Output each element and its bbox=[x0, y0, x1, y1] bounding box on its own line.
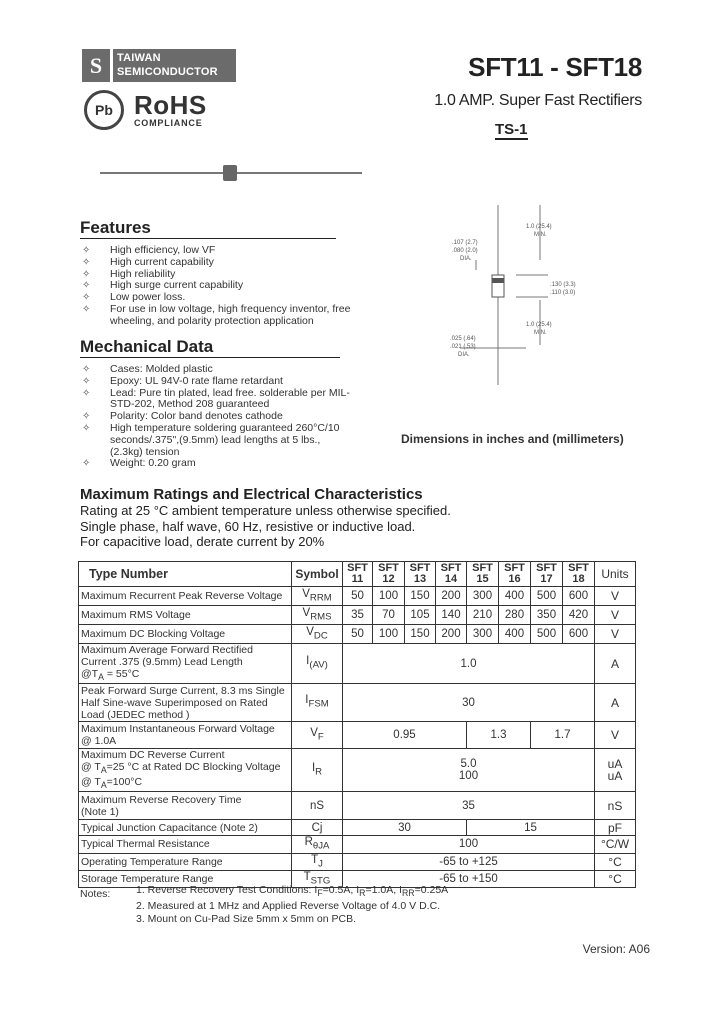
header-type-number: Type Number bbox=[79, 562, 292, 587]
symbol-subscript: RRM bbox=[309, 592, 332, 604]
feature-text: High current capability bbox=[110, 255, 214, 268]
part-prefix: SFT bbox=[409, 562, 431, 574]
symbol-subscript: FSM bbox=[308, 698, 329, 710]
table-row bbox=[79, 853, 636, 870]
param-name: Maximum DC Blocking Voltage bbox=[79, 625, 292, 644]
header-part-16 bbox=[499, 562, 531, 587]
feature-text: High efficiency, low VF bbox=[110, 244, 216, 256]
lead-dia-unit: DIA. bbox=[458, 352, 470, 358]
lead-length-min-top: MIN. bbox=[534, 232, 547, 238]
unit-cell: V bbox=[595, 606, 636, 625]
part-prefix: SFT bbox=[347, 562, 368, 574]
value-cell: 350 bbox=[531, 606, 563, 625]
param-line: Half Sine-wave Superimposed on Rated bbox=[81, 696, 268, 709]
symbol-subscript: STG bbox=[310, 875, 331, 887]
value-cell: 600 bbox=[563, 587, 595, 606]
param-line: @ 1.0A bbox=[81, 735, 117, 748]
table-row bbox=[79, 684, 636, 722]
value-cell: 600 bbox=[563, 625, 595, 644]
ratings-conditions bbox=[80, 503, 451, 550]
value-cell: 35 bbox=[343, 792, 595, 820]
param-name: Maximum RMS Voltage bbox=[79, 606, 292, 625]
value-cell: 1.7 bbox=[531, 722, 595, 749]
param-name bbox=[79, 644, 292, 684]
table-row bbox=[79, 606, 636, 625]
unit-cell: A bbox=[595, 684, 636, 722]
value-cell: 200 bbox=[436, 625, 467, 644]
table-row bbox=[79, 820, 636, 836]
value-cell: 200 bbox=[436, 587, 467, 606]
param-line bbox=[81, 668, 291, 683]
value-cell: 300 bbox=[467, 625, 499, 644]
part-suffix: 11 bbox=[351, 573, 364, 585]
symbol-letter: R bbox=[304, 836, 313, 849]
list-item bbox=[82, 458, 352, 470]
symbol-subscript: RMS bbox=[310, 611, 332, 623]
part-suffix: 15 bbox=[476, 573, 489, 585]
param-line: Load (JEDEC method ) bbox=[81, 708, 190, 721]
body-len-label-top: .130 (3.3) bbox=[550, 282, 576, 288]
value-cell: 0.95 bbox=[343, 722, 467, 749]
value-cell: 420 bbox=[563, 606, 595, 625]
diode-photo-body bbox=[223, 165, 237, 181]
page-subtitle: 1.0 AMP. Super Fast Rectifiers bbox=[434, 92, 642, 109]
value-cell: -65 to +150 bbox=[343, 870, 595, 887]
table-row bbox=[79, 749, 636, 792]
mechanical-list bbox=[82, 364, 352, 470]
table-row bbox=[79, 836, 636, 853]
rohs-text bbox=[134, 92, 207, 128]
part-prefix: SFT bbox=[536, 562, 557, 574]
value-line: 100 bbox=[458, 770, 479, 783]
value-cell: 30 bbox=[343, 684, 595, 722]
param-symbol bbox=[292, 587, 343, 606]
table-row bbox=[79, 644, 636, 684]
param-symbol: Cj bbox=[292, 820, 343, 836]
symbol-letter: V bbox=[310, 726, 318, 739]
param-subscript: A bbox=[98, 672, 104, 683]
unit-line: uA bbox=[607, 769, 623, 784]
mechanical-text: Polarity: Color band denotes cathode bbox=[110, 410, 283, 423]
note-item: 3. Mount on Cu-Pad Size 5mm x 5mm on PCB. bbox=[136, 912, 357, 925]
part-prefix: SFT bbox=[568, 562, 589, 574]
ratings-line1: Rating at 25 °C ambient temperature unless otherwise specified. bbox=[80, 503, 451, 518]
rohs-badge bbox=[84, 90, 207, 130]
ratings-line2: Single phase, half wave, 60 Hz, resistive or inductive load. bbox=[80, 518, 416, 534]
list-item bbox=[82, 423, 352, 458]
lead-length-label-top: 1.0 (25.4) bbox=[526, 224, 552, 230]
part-suffix: 14 bbox=[444, 573, 458, 585]
symbol-subscript: (AV) bbox=[309, 659, 328, 671]
pb-label: Pb bbox=[95, 102, 113, 118]
diamond-bullet-icon: ✧ bbox=[82, 458, 91, 470]
list-item bbox=[82, 304, 362, 328]
rohs-label: RoHS bbox=[134, 90, 207, 120]
body-dia-unit: DIA. bbox=[460, 256, 472, 262]
param-name: Maximum Recurrent Peak Reverse Voltage bbox=[79, 587, 292, 606]
unit-cell: V bbox=[595, 625, 636, 644]
package-name: TS-1 bbox=[495, 121, 528, 138]
value-cell: 105 bbox=[405, 606, 436, 625]
diamond-bullet-icon: ✧ bbox=[82, 375, 91, 387]
symbol-letter: V bbox=[302, 587, 310, 600]
value-cell: 70 bbox=[373, 606, 405, 625]
value-cell: 210 bbox=[467, 606, 499, 625]
list-item bbox=[82, 388, 352, 412]
unit-cell bbox=[595, 749, 636, 792]
part-prefix: SFT bbox=[472, 562, 493, 574]
mechanical-text: Epoxy: UL 94V-0 rate flame retardant bbox=[110, 374, 283, 387]
table-row bbox=[79, 792, 636, 820]
part-suffix: 16 bbox=[508, 573, 521, 585]
param-line: Maximum Instantaneous Forward Voltage bbox=[81, 723, 275, 736]
notes-list bbox=[136, 884, 448, 925]
unit-cell: °C bbox=[595, 853, 636, 870]
lead-dia-label-top: .025 (.64) bbox=[450, 336, 476, 342]
lead-length-min-bottom: MIN. bbox=[534, 330, 547, 336]
mechanical-text: Lead: Pure tin plated, lead free. solderable per MIL-STD-202, Method 208 guaranteed bbox=[110, 386, 350, 411]
header-part-13 bbox=[405, 562, 436, 587]
mechanical-text: Weight: 0.20 gram bbox=[110, 457, 196, 470]
header-symbol: Symbol bbox=[292, 562, 343, 587]
note-text: =1.0A, I bbox=[365, 884, 402, 896]
value-cell: 400 bbox=[499, 625, 531, 644]
param-name: Typical Junction Capacitance (Note 2) bbox=[79, 820, 292, 836]
unit-cell: nS bbox=[595, 792, 636, 820]
diamond-bullet-icon: ✧ bbox=[82, 256, 91, 268]
table-header-row bbox=[79, 562, 636, 587]
param-symbol: nS bbox=[292, 792, 343, 820]
header-part-11 bbox=[343, 562, 373, 587]
part-prefix: SFT bbox=[440, 562, 462, 574]
param-name: Operating Temperature Range bbox=[79, 853, 292, 870]
param-symbol bbox=[292, 606, 343, 625]
value-line: 5.0 bbox=[460, 758, 477, 771]
version-label: Version: A06 bbox=[582, 942, 650, 956]
symbol-subscript: J bbox=[318, 857, 323, 869]
value-cell: 1.0 bbox=[343, 644, 595, 684]
param-name bbox=[79, 684, 292, 722]
value-cell: 100 bbox=[373, 587, 405, 606]
param-symbol bbox=[292, 684, 343, 722]
unit-cell: pF bbox=[595, 820, 636, 836]
feature-text: High surge current capability bbox=[110, 279, 244, 292]
value-cell: 30 bbox=[343, 820, 467, 836]
symbol-subscript: DC bbox=[313, 630, 328, 642]
note-item: 2. Measured at 1 MHz and Applied Reverse Voltage of 4.0 V D.C. bbox=[136, 899, 441, 912]
value-cell: 50 bbox=[343, 625, 373, 644]
param-text: @ T bbox=[81, 776, 101, 789]
part-suffix: 13 bbox=[413, 573, 427, 585]
dimensions-caption: Dimensions in inches and (millimeters) bbox=[401, 432, 624, 446]
value-cell: 500 bbox=[531, 625, 563, 644]
param-text: =25 °C at Rated DC Blocking Voltage bbox=[106, 761, 281, 774]
part-suffix: 17 bbox=[540, 573, 553, 585]
value-cell: 280 bbox=[499, 606, 531, 625]
symbol-letter: T bbox=[311, 853, 319, 866]
body-dia-label-bottom: .080 (2.0) bbox=[452, 248, 478, 254]
note-text: =0.5A, I bbox=[322, 884, 360, 896]
company-line2: SEMICONDUCTOR bbox=[117, 66, 218, 78]
unit-cell: V bbox=[595, 722, 636, 749]
diamond-bullet-icon: ✧ bbox=[82, 303, 91, 315]
table-row bbox=[79, 587, 636, 606]
param-subscript: A bbox=[100, 780, 107, 791]
param-symbol bbox=[292, 625, 343, 644]
symbol-letter: I bbox=[306, 655, 310, 668]
part-prefix: SFT bbox=[378, 562, 399, 574]
mechanical-heading: Mechanical Data bbox=[80, 337, 340, 358]
note-subscript: F bbox=[317, 888, 323, 899]
value-cell: 1.3 bbox=[467, 722, 531, 749]
header-part-15 bbox=[467, 562, 499, 587]
value-cell: 150 bbox=[405, 587, 436, 606]
cathode-band bbox=[492, 278, 504, 283]
param-symbol bbox=[292, 836, 343, 853]
value-cell: 35 bbox=[343, 606, 373, 625]
symbol-subscript: R bbox=[315, 766, 323, 778]
pb-free-icon bbox=[84, 90, 124, 130]
feature-text: Low power loss. bbox=[110, 291, 186, 304]
features-heading: Features bbox=[80, 218, 336, 239]
value-cell: 150 bbox=[405, 625, 436, 644]
note-subscript: RR bbox=[401, 888, 415, 899]
unit-cell: V bbox=[595, 587, 636, 606]
symbol-subscript: F bbox=[317, 731, 324, 743]
diamond-bullet-icon: ✧ bbox=[82, 422, 91, 434]
symbol-letter: T bbox=[303, 870, 311, 883]
header-units: Units bbox=[595, 562, 636, 587]
symbol-letter: I bbox=[305, 694, 309, 707]
package-dimension-drawing bbox=[430, 200, 600, 390]
value-cell: 500 bbox=[531, 587, 563, 606]
header-part-14 bbox=[436, 562, 467, 587]
company-logo bbox=[82, 49, 236, 82]
diamond-bullet-icon: ✧ bbox=[82, 245, 91, 256]
unit-cell: °C bbox=[595, 870, 636, 887]
param-text: @ T bbox=[81, 761, 101, 774]
table-row bbox=[79, 722, 636, 749]
value-cell bbox=[343, 749, 595, 792]
param-text: =100°C bbox=[106, 776, 143, 789]
note-text: 1. Reverse Recovery Test Conditions: I bbox=[136, 884, 318, 896]
param-name bbox=[79, 792, 292, 820]
param-line: Maximum Reverse Recovery Time bbox=[81, 793, 242, 806]
param-text: = 55°C bbox=[103, 668, 140, 680]
lead-length-label-bottom: 1.0 (25.4) bbox=[526, 322, 552, 328]
param-line bbox=[81, 776, 291, 791]
diamond-bullet-icon: ✧ bbox=[82, 411, 91, 423]
header-part-18 bbox=[563, 562, 595, 587]
part-suffix: 12 bbox=[382, 573, 395, 585]
mechanical-text: High temperature soldering guaranteed 260°C/10 seconds/.375",(9.5mm) lead lengths at 5 lbs., (2.3kg) tension bbox=[110, 421, 340, 458]
note-item bbox=[136, 884, 448, 900]
note-text: =0.25A bbox=[414, 884, 449, 896]
param-name bbox=[79, 749, 292, 792]
body-len-label-bottom: .110 (3.0) bbox=[550, 290, 576, 296]
part-prefix: SFT bbox=[504, 562, 525, 574]
page-title: SFT11 - SFT18 bbox=[468, 52, 642, 82]
symbol-letter: V bbox=[302, 606, 311, 619]
header-part-17 bbox=[531, 562, 563, 587]
unit-cell: A bbox=[595, 644, 636, 684]
param-name: Storage Temperature Range bbox=[79, 870, 292, 887]
param-symbol bbox=[292, 749, 343, 792]
table-row bbox=[79, 625, 636, 644]
param-text: @T bbox=[81, 668, 99, 680]
symbol-letter: V bbox=[306, 625, 314, 638]
diamond-bullet-icon: ✧ bbox=[82, 280, 91, 292]
value-cell: -65 to +125 bbox=[343, 853, 595, 870]
unit-cell: °C/W bbox=[595, 836, 636, 853]
diamond-bullet-icon: ✧ bbox=[82, 292, 91, 304]
param-name: Typical Thermal Resistance bbox=[79, 836, 292, 853]
lead-dia-label-bottom: .021 (.53) bbox=[450, 344, 476, 350]
value-cell: 15 bbox=[467, 820, 595, 836]
param-symbol bbox=[292, 644, 343, 684]
param-symbol bbox=[292, 722, 343, 749]
param-name bbox=[79, 722, 292, 749]
param-line: Maximum DC Reverse Current bbox=[81, 749, 225, 762]
value-cell: 100 bbox=[373, 625, 405, 644]
symbol-letter: I bbox=[311, 762, 316, 775]
body-dia-label-top: .107 (2.7) bbox=[452, 240, 478, 246]
features-list bbox=[82, 245, 362, 328]
compliance-label: COMPLIANCE bbox=[134, 118, 203, 128]
param-line: (Note 1) bbox=[81, 805, 119, 818]
diamond-bullet-icon: ✧ bbox=[82, 364, 91, 375]
diamond-bullet-icon: ✧ bbox=[82, 387, 91, 399]
param-line bbox=[81, 761, 291, 776]
param-line: Peak Forward Surge Current, 8.3 ms Single bbox=[81, 684, 285, 697]
param-symbol bbox=[292, 853, 343, 870]
company-name bbox=[113, 49, 236, 82]
param-line: Maximum Average Forward Rectified bbox=[81, 644, 253, 656]
ratings-heading: Maximum Ratings and Electrical Characteristics bbox=[80, 486, 423, 503]
company-line1: TAIWAN bbox=[117, 52, 161, 64]
feature-text: High reliability bbox=[110, 267, 176, 280]
part-suffix: 18 bbox=[572, 573, 585, 585]
value-cell: 100 bbox=[343, 836, 595, 853]
logo-mark: S bbox=[82, 49, 110, 82]
value-cell: 50 bbox=[343, 587, 373, 606]
unit-line: uA bbox=[607, 757, 623, 772]
value-cell: 140 bbox=[436, 606, 467, 625]
param-line: Current .375 (9.5mm) Lead Length bbox=[81, 656, 243, 668]
notes-label: Notes: bbox=[80, 888, 111, 900]
symbol-subscript: θJA bbox=[312, 840, 330, 852]
ratings-line3: For capacitive load, derate current by 20% bbox=[80, 534, 325, 549]
note-subscript: R bbox=[359, 888, 366, 899]
value-cell: 400 bbox=[499, 587, 531, 606]
mechanical-text: Cases: Molded plastic bbox=[110, 363, 213, 375]
feature-text: For use in low voltage, high frequency inventor, free wheeling, and polarity protection application bbox=[110, 302, 351, 327]
value-cell: 300 bbox=[467, 587, 499, 606]
diamond-bullet-icon: ✧ bbox=[82, 268, 91, 280]
ratings-table bbox=[78, 561, 636, 888]
param-subscript: A bbox=[100, 765, 107, 776]
header-part-12 bbox=[373, 562, 405, 587]
